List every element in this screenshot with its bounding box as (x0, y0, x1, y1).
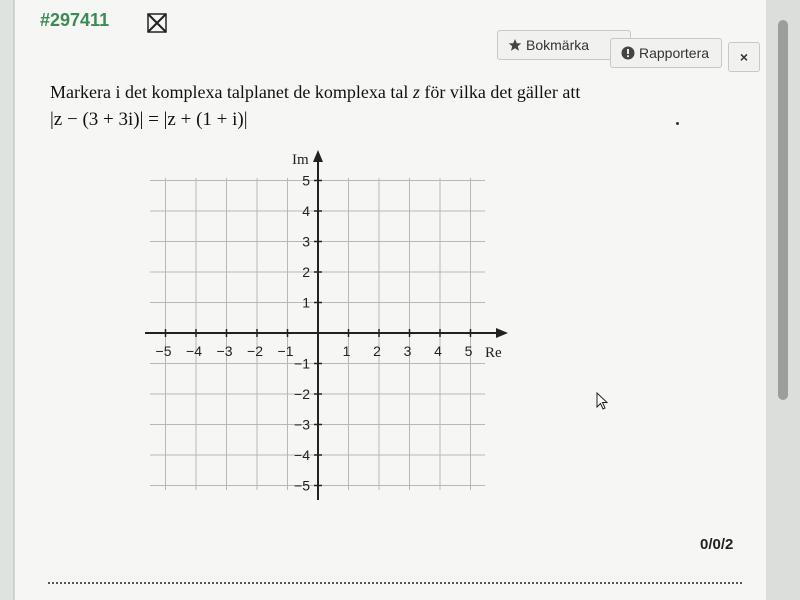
question-text (50, 82, 690, 131)
question-equation: |z − (3 + 3i)| = |z + (1 + i)| (50, 109, 248, 130)
scroll-thumb[interactable] (778, 20, 788, 400)
star-icon (508, 38, 522, 52)
left-rail (0, 0, 14, 600)
x-tick-label: −1 (277, 343, 294, 359)
y-tick-label: −2 (294, 386, 310, 402)
x-tick-label: 4 (434, 343, 442, 359)
close-icon: × (739, 49, 749, 65)
imaginary-axis-label: Im (292, 152, 309, 168)
y-tick-label: 2 (302, 264, 310, 280)
x-tick-label: −5 (155, 343, 172, 359)
stray-dot (676, 122, 679, 125)
bookmark-label: Bokmärka (526, 37, 590, 53)
question-suffix: för vilka det gäller att (419, 82, 581, 102)
x-tick-label: 2 (373, 343, 381, 359)
real-axis-arrow (496, 328, 508, 338)
question-variable: z (412, 82, 420, 102)
x-tick-label: 3 (403, 343, 412, 359)
x-tick-label: 1 (342, 343, 351, 359)
y-tick-label: 1 (302, 294, 310, 311)
y-tick-label: 5 (302, 172, 310, 189)
y-tick-label: 4 (302, 203, 310, 219)
crossed-x-icon[interactable] (146, 12, 168, 34)
y-tick-label: −5 (294, 477, 310, 494)
mouse-cursor-icon (596, 392, 610, 412)
report-label: Rapportera (639, 45, 710, 61)
dotted-separator (48, 582, 742, 584)
scrollbar[interactable] (766, 0, 800, 600)
task-id: #297411 (40, 10, 110, 30)
x-tick-label: −3 (216, 343, 233, 359)
y-tick-label: −1 (294, 355, 310, 372)
x-tick-label: 5 (464, 343, 473, 359)
x-tick-label: −4 (186, 343, 202, 359)
y-tick-label: −4 (294, 447, 310, 463)
y-tick-label: −3 (294, 416, 310, 433)
report-button[interactable] (610, 38, 722, 68)
exclamation-circle-icon (621, 46, 635, 60)
y-tick-label: 3 (302, 233, 310, 250)
score: 0/0/2 (700, 536, 734, 553)
question-prefix: Markera i det komplexa talplanet de komplexa tal (50, 82, 413, 102)
complex-plane[interactable] (140, 140, 520, 510)
close-button[interactable] (728, 42, 760, 72)
real-axis-label: Re (485, 345, 502, 361)
imaginary-axis-arrow (313, 150, 323, 162)
x-tick-label: −2 (247, 343, 263, 359)
